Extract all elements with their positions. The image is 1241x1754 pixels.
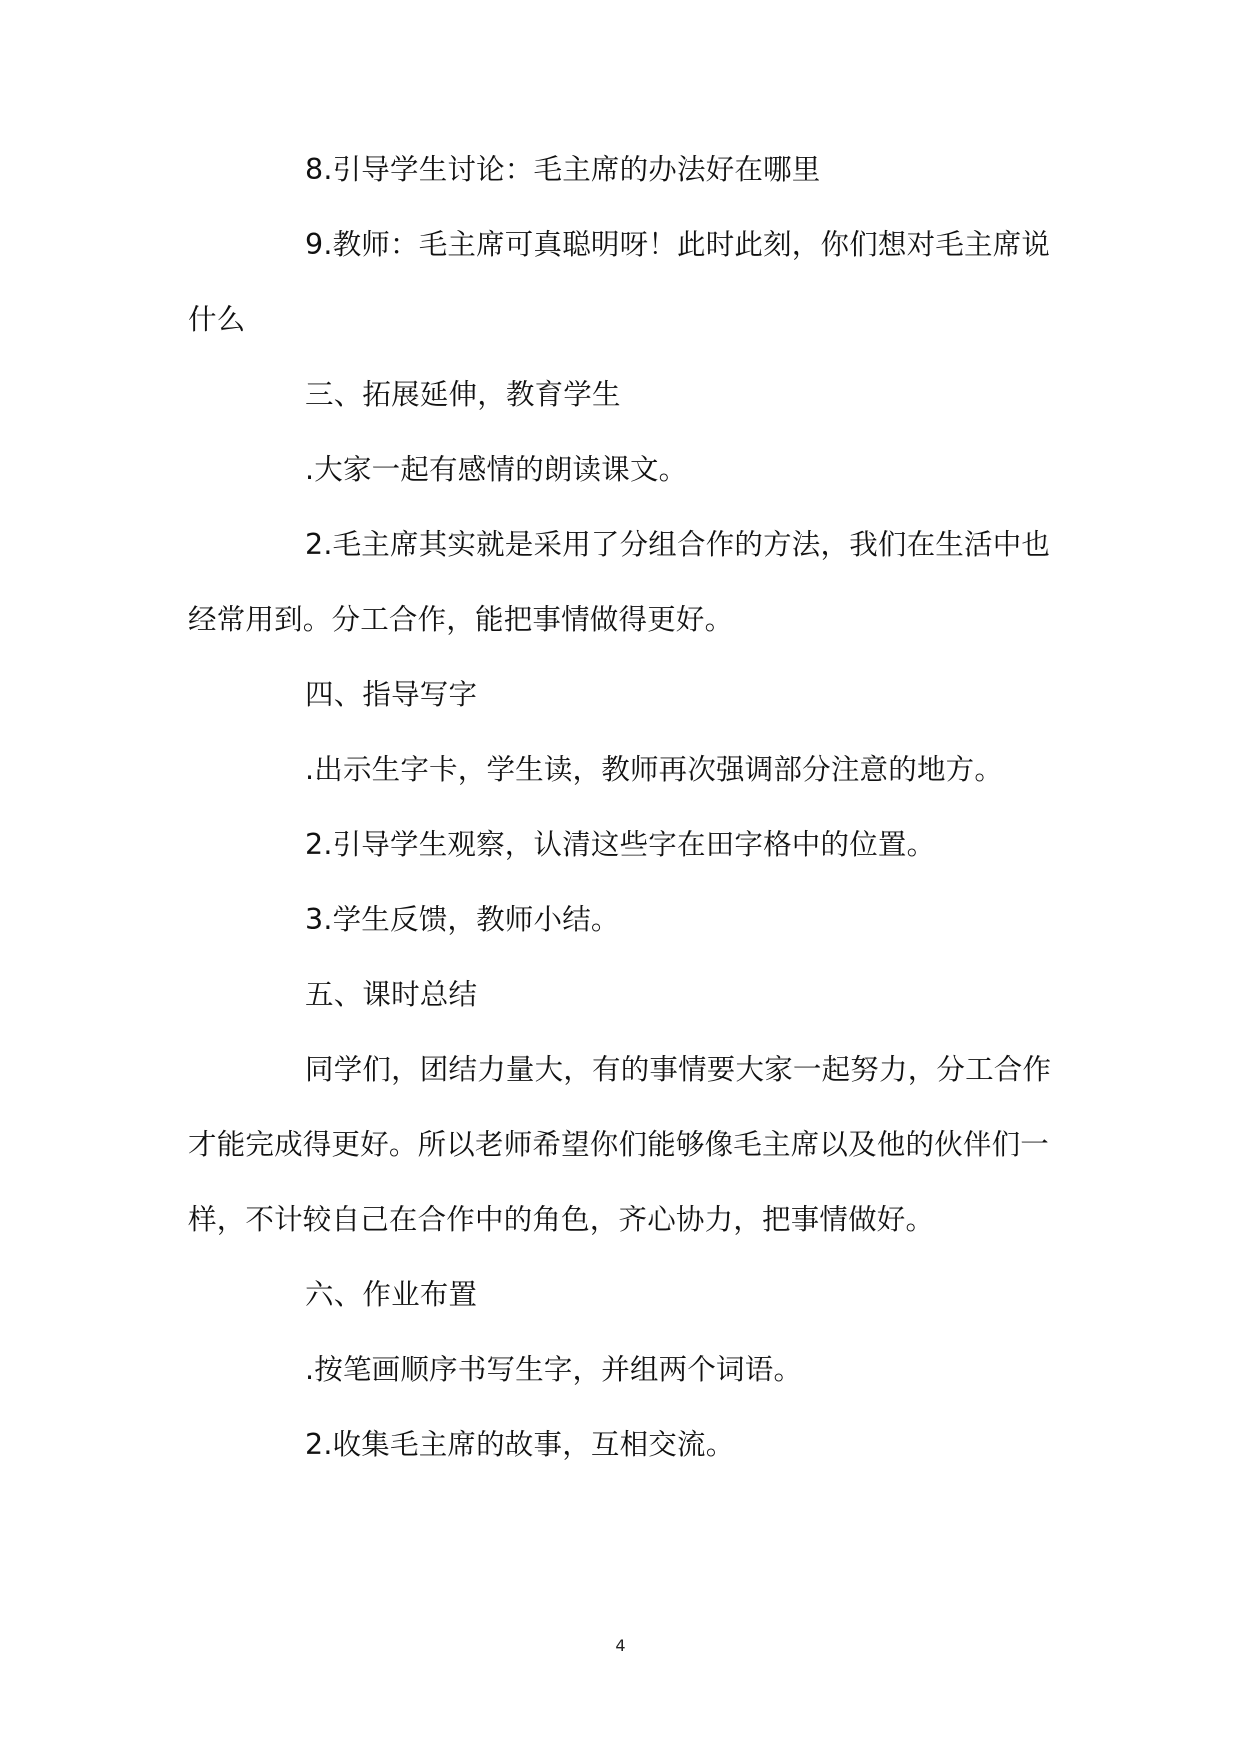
section-heading: 四、指导写字	[305, 678, 478, 711]
section-heading: 五、课时总结	[305, 978, 478, 1011]
paragraph-line: 2.毛主席其实就是采用了分组合作的方法，我们在生活中也	[305, 528, 1051, 561]
paragraph-line: 9.教师：毛主席可真聪明呀！此时此刻，你们想对毛主席说	[305, 228, 1051, 261]
paragraph-line: 同学们，团结力量大，有的事情要大家一起努力，分工合作	[305, 1053, 1052, 1086]
paragraph-line: 2.引导学生观察，认清这些字在田字格中的位置。	[305, 828, 936, 861]
paragraph-line: .大家一起有感情的朗读课文。	[305, 453, 688, 486]
paragraph-line: .出示生字卡，学生读，教师再次强调部分注意的地方。	[305, 753, 1004, 786]
page-number: 4	[615, 1636, 626, 1655]
section-heading: 三、拓展延伸，教育学生	[305, 378, 621, 411]
paragraph-line: 8.引导学生讨论：毛主席的办法好在哪里	[305, 153, 821, 186]
paragraph-line: .按笔画顺序书写生字，并组两个词语。	[305, 1353, 803, 1386]
paragraph-line: 才能完成得更好。所以老师希望你们能够像毛主席以及他的伙伴们一	[188, 1128, 1050, 1161]
paragraph-line: 样，不计较自己在合作中的角色，齐心协力，把事情做好。	[188, 1203, 935, 1236]
paragraph-line: 什么	[188, 303, 246, 336]
paragraph-line: 2.收集毛主席的故事，互相交流。	[305, 1428, 735, 1461]
paragraph-line: 3.学生反馈，教师小结。	[305, 903, 620, 936]
section-heading: 六、作业布置	[305, 1278, 478, 1311]
paragraph-line: 经常用到。分工合作，能把事情做得更好。	[188, 603, 734, 636]
